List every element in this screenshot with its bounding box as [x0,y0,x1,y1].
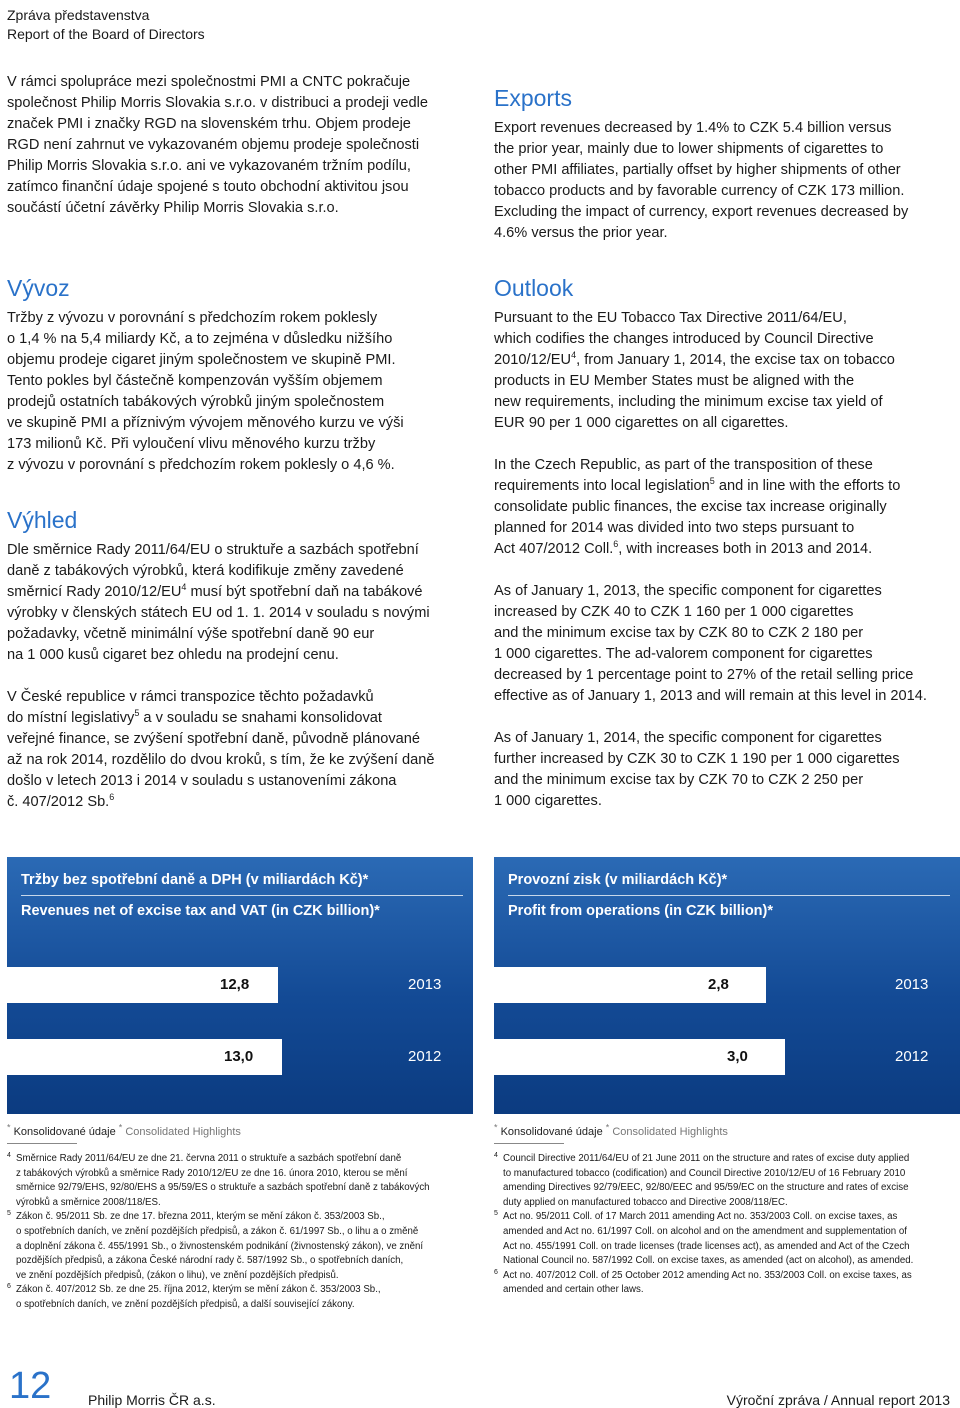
left-outlook-section [7,506,457,813]
text-run: In the Czech Republic, as part of the transposition of these requirements into local legislation [494,457,873,494]
note-star: * [605,1122,610,1133]
outlook-paragraph-en-1 [494,308,944,434]
footnote-ref: 5 [134,708,140,719]
footnote-number: 6 [7,1283,11,1291]
left-export-section [7,274,457,476]
right-export-section [494,84,944,244]
outlook-paragraph-cz-2 [7,687,457,813]
export-heading-en: Exports [494,85,572,111]
outlook-paragraph-en-2 [494,455,944,560]
text-run: , from January 1, 2014, the excise tax on tobacco products in EU Member States must be aligned with the new requirements, including the minimum excise tax yield of EUR 90 per 1 000 cigarettes on all cigarettes. [494,352,895,431]
footnote-rule [7,1143,77,1144]
footnote-number: 6 [494,1268,498,1276]
footer-company: Philip Morris ČR a.s. [88,1392,216,1408]
footnote-rule [494,1143,564,1144]
page-number: 12 [9,1365,52,1407]
footnote-item [7,1152,457,1210]
chart-subtitle: Profit from operations (in CZK billion)* [508,903,774,919]
intro-paragraph: V rámci spolupráce mezi společnostmi PMI a CNTC pokračuje společnost Philip Morris Slovakia s.r.o. v distribuci a prodeji vedle značek PMI i značky RGD na slovenském trhu. Objem prodeje RGD není zahrnut ve vykazovaném objemu prodeje společnosti Philip Morris Slovakia s.r.o. ani ve vykazovaném tržním podílu, zatímco finanční údaje spojené s touto obchodní aktivitou jsou součástí účetní závěrky Philip Morris Slovakia s.r.o. [7,74,428,216]
note-star: * [7,1122,11,1133]
text-run: musí být spotřební daň na tabákové výrobky v členských státech EU od 1. 1. 2014 v souladu s novými požadavky, včetně minimální výše spotřební daně 90 eur na 1 000 kusů cigaret bez ohledu na prodejní cenu. [7,584,430,663]
category-label-2012: 2012 [408,1048,442,1065]
footnote-text: Zákon č. 95/2011 Sb. ze dne 17. března 2011, kterým se mění zákon č. 353/2003 Sb., o spotřebních daních, ve znění pozdějších předpisů, a zákon č. 61/1997 Sb., o lihu a o změně a doplnění zákona č. 455/1991 Sb., o živnostenském podnikání (živnostenský zákon), ve znění pozdějších předpisů, a zákona České národní rady č. 587/1992 Sb., o spotřebních daních, ve znění pozdějších předpisů, (zákon o lihu), ve znění pozdějších předpisů. [16,1211,424,1281]
bar-value-2013: 2,8 [708,976,729,993]
footnote-text: Act no. 95/2011 Coll. of 17 March 2011 amending Act no. 353/2003 Coll. on excise taxes, as amended and Act no. 61/1997 Coll. on alcohol and on the amendment and supplementation of Act no. 455/1991 Coll. on trade licenses (trade licenses act), as amended and Act of the Czech National Council no. 587/1992 Coll. on excise taxes, as amended (act on alcohol), as amended. [503,1211,914,1267]
chart-note-right [494,1122,728,1138]
footnote-item [494,1269,944,1298]
outlook-heading-en: Outlook [494,275,574,301]
export-heading-cz: Vývoz [7,275,70,301]
report-header [7,6,205,44]
footnote-ref: 4 [181,582,187,593]
chart-title: Tržby bez spotřební daně a DPH (v miliardách Kč)* [21,872,369,888]
category-label-2013: 2013 [408,976,442,993]
footnote-number: 4 [494,1152,498,1159]
footnote-number: 5 [494,1210,498,1218]
left-column-intro [7,72,457,219]
header-title-en: Report of the Board of Directors [7,26,205,42]
note-cz: Konsolidované údaje [500,1126,603,1138]
footnote-text: Council Directive 2011/64/EU of 21 June 2011 on the structure and rates of excise duty applied to manufactured tobacco (codification) and Council Directive 2010/12/EU of 16 February 2010 amending Directives 92/79/EEC, 92/80/EEC and 95/59/EC on the structure and rates of excise duty applied on manufactured tobacco and Directive 2008/118/EC. [503,1153,910,1208]
text-run: a v souladu se snahami konsolidovat veřejné finance, se zvýšení spotřební daně, původně plánované až na rok 2014, rozdělilo do dvou kroků, s tím, že ke zvýšení daně došlo v letech 2013 i 2014 v souladu s ustanoveními zákona č. 407/2012 Sb. [7,710,435,810]
text-run: , with increases both in 2013 and 2014. [618,541,873,557]
outlook-paragraph-en-3: As of January 1, 2013, the specific component for cigarettes increased by CZK 40 to CZK 1 160 per 1 000 cigarettes and the minimum excise tax by CZK 80 to CZK 2 180 per 1 000 cigarettes. The ad-valorem component for cigarettes decreased by 1 percentage point to 27% of the retail selling price effective as of January 1, 2013 and will remain at this level in 2014. [494,583,927,704]
chart-title: Provozní zisk (v miliardách Kč)* [508,872,728,888]
footnote-number: 4 [7,1152,11,1159]
export-paragraph-en: Export revenues decreased by 1.4% to CZK 5.4 billion versus the prior year, mainly due to lower shipments of cigarettes to other PMI affiliates, partially offset by higher shipments of other tobacco products and by favorable currency of CZK 173 million. Excluding the impact of currency, export revenues decreased by 4.6% versus the prior year. [494,120,909,241]
bar-value-2012: 13,0 [224,1048,254,1065]
note-en: Consolidated Highlights [612,1126,728,1138]
footnote-item [7,1283,457,1312]
chart-subtitle: Revenues net of excise tax and VAT (in CZK billion)* [21,903,380,919]
outlook-heading-cz: Výhled [7,507,78,533]
text-run: Pursuant to the EU Tobacco Tax Directive 2011/64/EU, which codifies the changes introduced by Council Directive 2010/12/EU [494,310,874,368]
chart-note-left [7,1122,241,1138]
revenues-chart [7,857,473,1114]
right-outlook-section [494,274,944,812]
text-run: V České republice v rámci transpozice těchto požadavků do místní legislativy [7,689,374,726]
footnote-text: Zákon č. 407/2012 Sb. ze dne 25. října 2012, kterým se mění zákon č. 353/2003 Sb., o spotřebních daních, ve znění pozdějších předpisů, a další související zákony. [16,1284,381,1310]
header-title-cz: Zpráva představenstva [7,7,150,23]
footnotes-cz [7,1152,457,1313]
footnote-text: Směrnice Rady 2011/64/EU ze dne 21. června 2011 o struktuře a sazbách spotřební daně z tabákových výrobků a směrnice Rady 2010/12/EU ze dne 16. února 2010, kterou se mění směrnice 92/79/EHS, 92/80/EHS a 95/59/ES o struktuře a sazbách spotřební daně z tabákových výrobků a směrnice 2008/118/ES. [16,1153,430,1208]
footer-report-title: Výroční zpráva / Annual report 2013 [726,1392,950,1408]
footnote-ref: 5 [709,476,715,487]
chart-divider [508,895,950,896]
bar-value-2012: 3,0 [727,1048,748,1065]
footnote-item [7,1210,457,1283]
text-run: Dle směrnice Rady 2011/64/EU o struktuře a sazbách spotřební daně z tabákových výrobků, která kodifikuje změny zavedené směrnicí Rady 2010/12/EU [7,542,419,600]
footnote-text: Act no. 407/2012 Coll. of 25 October 2012 amending Act no. 353/2003 Coll. on excise taxes, as amended and certain other laws. [503,1269,912,1296]
footnote-ref: 6 [613,539,619,550]
footnote-ref: 4 [571,350,577,361]
footnotes-en [494,1152,944,1298]
bar-value-2013: 12,8 [220,976,250,993]
text-run: and in line with the efforts to consolidate public finances, the excise tax increase originally planned for 2014 was divided into two steps pursuant to Act 407/2012 Coll. [494,478,901,557]
outlook-paragraph-en-4: As of January 1, 2014, the specific component for cigarettes further increased by CZK 30 to CZK 1 190 per 1 000 cigarettes and the minimum excise tax by CZK 70 to CZK 2 250 per 1 000 cigarettes. [494,730,900,809]
category-label-2012: 2012 [895,1048,929,1065]
footnote-ref: 6 [109,792,115,803]
chart-divider [21,895,463,896]
note-star: * [494,1122,498,1133]
note-star: * [118,1122,123,1133]
note-en: Consolidated Highlights [125,1126,241,1138]
note-cz: Konsolidované údaje [13,1126,116,1138]
footnote-item [494,1152,944,1210]
outlook-paragraph-cz-1 [7,540,457,666]
footnote-number: 5 [7,1210,11,1218]
export-paragraph-cz: Tržby z vývozu v porovnání s předchozím rokem poklesly o 1,4 % na 5,4 miliardy Kč, a to zejména v důsledku nižšího objemu prodeje cigaret jiným společnostem ve skupině PMI. Tento pokles byl částečně kompenzován vyšším objemem prodejů ostatních tabákových výrobků jiným společnostem ve skupině PMI a příznivým vývojem měnového kurzu ve výši 173 milionů Kč. Při vyloučení vlivu měnového kurzu tržby z vývozu v porovnání s předchozím rokem poklesly o 4,6 %. [7,310,404,473]
footnote-item [494,1210,944,1268]
operating-profit-chart [494,857,960,1114]
category-label-2013: 2013 [895,976,929,993]
